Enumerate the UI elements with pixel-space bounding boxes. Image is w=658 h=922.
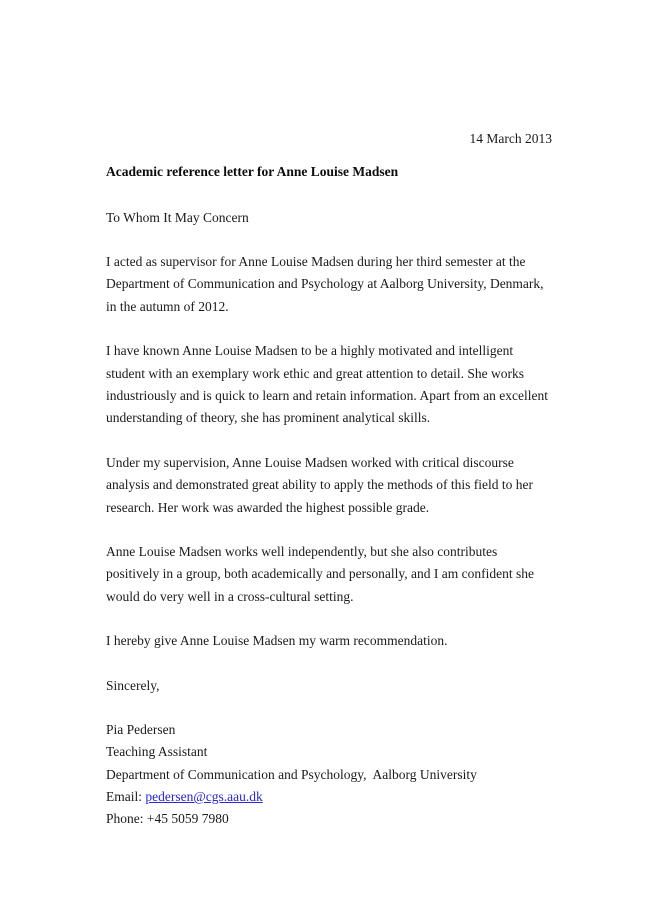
letter-date: 14 March 2013 [469, 131, 552, 146]
letter-paragraph: Under my supervision, Anne Louise Madsen worked with critical discourse analysis and demonstrated great ability to apply the methods of this field to her research. Her work was awarded the highest possible grade. [106, 454, 534, 515]
letter-paragraph: Anne Louise Madsen works well independently, but she also contributes positively in a group, both academically and personally, and I am confident she would do very well in a cross-cultural setting. [106, 544, 534, 604]
email-link[interactable]: pedersen@cgs.aau.dk [145, 788, 263, 804]
signatory-name: Pia Pedersen [106, 721, 176, 737]
letter-title: Academic reference letter for Anne Louise Madsen [106, 164, 399, 179]
signature-block [106, 719, 552, 831]
letter-salutation: To Whom It May Concern [106, 210, 249, 225]
signatory-phone: Phone: +45 5059 7980 [106, 811, 229, 827]
email-label: Email: [106, 788, 146, 804]
letter-paragraph: I have known Anne Louise Madsen to be a highly motivated and intelligent student with an exemplary work ethic and great attention to detail. She works industriously and is quick to learn and retain information. Apart from an excellent understanding of theory, she has prominent analytical skills. [106, 343, 549, 426]
signatory-email-row [106, 786, 552, 808]
letter-paragraph: I hereby give Anne Louise Madsen my warm recommendation. [106, 633, 448, 649]
letter-content [106, 128, 552, 831]
signatory-job-title: Teaching Assistant [106, 744, 208, 760]
letter-paragraph: I acted as supervisor for Anne Louise Madsen during her third semester at the Department of Communication and Psychology at Aalborg University, Denmark, in the autumn of 2012. [106, 254, 544, 314]
signatory-department: Department of Communication and Psychology, Aalborg University [106, 766, 477, 782]
letter-closing: Sincerely, [106, 677, 160, 693]
